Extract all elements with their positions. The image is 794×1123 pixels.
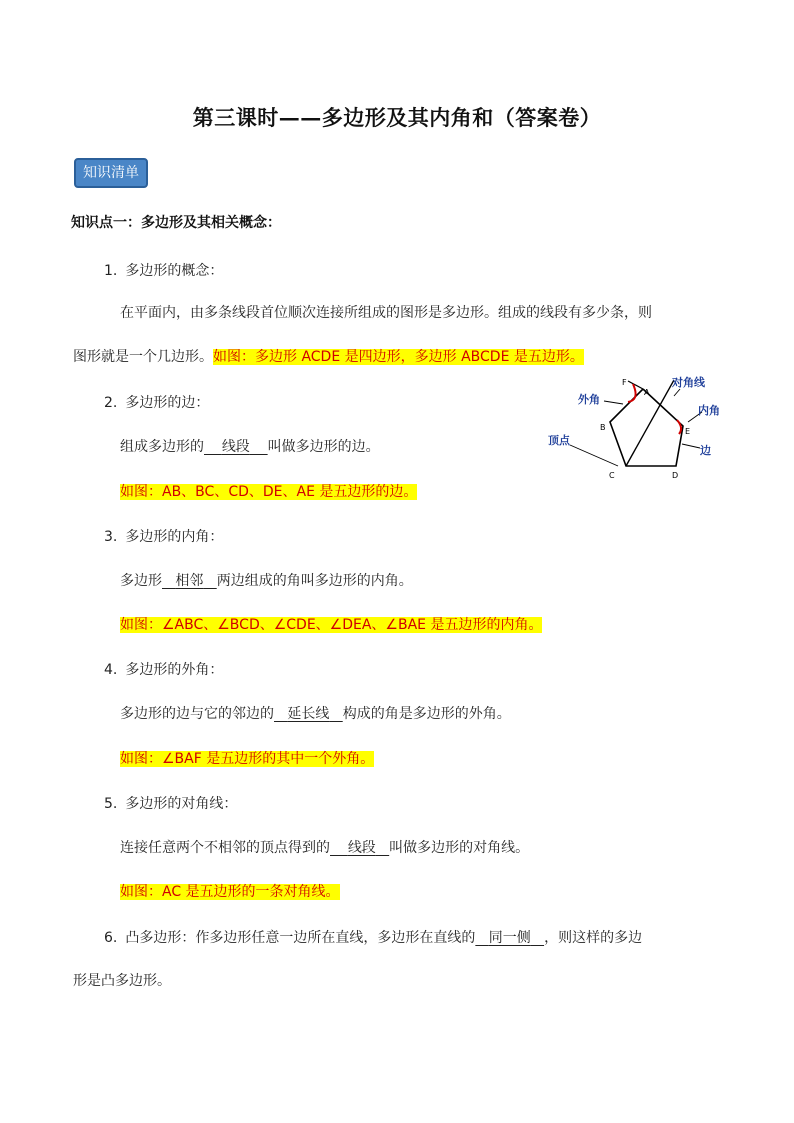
item-heading-text: 多边形的边： bbox=[125, 395, 210, 411]
label-vertex: 顶点 bbox=[548, 434, 570, 447]
item-6-post: ，则这样的多边 bbox=[544, 930, 643, 946]
item-1-heading bbox=[104, 260, 223, 280]
leader-diagonal bbox=[674, 389, 680, 396]
section-tag: 知识清单 bbox=[74, 158, 148, 188]
item-5-heading bbox=[104, 793, 237, 813]
item-5-example bbox=[120, 881, 340, 901]
item-5-definition bbox=[120, 837, 529, 857]
item-number: 1. bbox=[104, 263, 118, 279]
item-1-text-line1: 在平面内，由多条线段首位顺次连接所组成的图形是多边形。组成的线段有多少条，则 bbox=[120, 305, 652, 321]
point-label-d: D bbox=[672, 471, 679, 480]
definition-pre: 多边形 bbox=[120, 573, 162, 589]
item-number: 2. bbox=[104, 395, 118, 411]
item-heading-text: 多边形的外角： bbox=[125, 662, 224, 678]
item-number: 5. bbox=[104, 796, 118, 812]
item-number: 6. bbox=[104, 930, 118, 946]
example-text: 如图：∠ABC、∠BCD、∠CDE、∠DEA、∠BAE 是五边形的内角。 bbox=[120, 617, 543, 633]
item-1-text-line2 bbox=[73, 346, 584, 366]
point-label-f: F bbox=[622, 378, 627, 387]
item-3-definition bbox=[120, 570, 413, 590]
label-diagonal: 对角线 bbox=[672, 376, 705, 389]
definition-post: 叫做多边形的边。 bbox=[267, 439, 380, 455]
item-2-heading bbox=[104, 392, 209, 412]
item-heading-text: 多边形的对角线： bbox=[125, 796, 238, 812]
definition-post: 叫做多边形的对角线。 bbox=[389, 840, 530, 856]
label-side: 边 bbox=[700, 444, 711, 457]
example-text: 如图：AC 是五边形的一条对角线。 bbox=[120, 884, 340, 900]
item-number: 4. bbox=[104, 662, 118, 678]
item-heading-text: 凸多边形：作多边形任意一边所在直线，多边形在直线的 bbox=[125, 930, 476, 946]
point-label-b: B bbox=[600, 423, 606, 432]
answer-blank: 同一侧 bbox=[488, 930, 531, 946]
label-exterior-angle: 外角 bbox=[578, 393, 600, 406]
leader-exterior bbox=[604, 401, 623, 404]
knowledge-point-heading: 知识点一：多边形及其相关概念： bbox=[71, 215, 281, 231]
item-2-definition bbox=[120, 436, 380, 456]
answer-blank: 相邻 bbox=[175, 573, 204, 589]
page-title: 第三课时——多边形及其内角和（答案卷） bbox=[192, 105, 602, 130]
item-3-example bbox=[120, 614, 542, 634]
leader-vertex bbox=[570, 445, 618, 466]
item-4-definition bbox=[120, 703, 511, 723]
item-number: 3. bbox=[104, 529, 118, 545]
point-label-e: E bbox=[685, 427, 691, 436]
item-4-example bbox=[120, 748, 374, 768]
pentagon-outline bbox=[610, 389, 683, 466]
label-interior-angle: 内角 bbox=[698, 404, 720, 417]
interior-angle-arc bbox=[677, 420, 681, 434]
item-heading-text: 多边形的概念： bbox=[125, 263, 224, 279]
item-3-heading bbox=[104, 526, 223, 546]
example-text: 如图：∠BAF 是五边形的其中一个外角。 bbox=[120, 751, 375, 767]
point-label-c: C bbox=[609, 471, 615, 480]
answer-blank: 延长线 bbox=[287, 706, 330, 722]
diagonal-line bbox=[626, 380, 674, 466]
definition-pre: 多边形的边与它的邻边的 bbox=[120, 706, 274, 722]
item-4-heading bbox=[104, 659, 223, 679]
item-heading-text: 多边形的内角： bbox=[125, 529, 224, 545]
item-1-text2: 图形就是一个几边形。 bbox=[73, 349, 213, 365]
example-text: 如图：AB、BC、CD、DE、AE 是五边形的边。 bbox=[120, 484, 418, 500]
point-label-a: A bbox=[644, 388, 650, 397]
definition-post: 构成的角是多边形的外角。 bbox=[342, 706, 511, 722]
definition-pre: 组成多边形的 bbox=[120, 439, 204, 455]
pentagon-figure bbox=[548, 372, 728, 487]
answer-blank: 线段 bbox=[347, 840, 376, 856]
item-2-example bbox=[120, 481, 417, 501]
answer-blank: 线段 bbox=[221, 439, 250, 455]
leader-side bbox=[682, 444, 700, 448]
definition-pre: 连接任意两个不相邻的顶点得到的 bbox=[120, 840, 330, 856]
item-1-example: 如图：多边形 ACDE 是四边形，多边形 ABCDE 是五边形。 bbox=[213, 349, 584, 365]
item-6-line2: 形是凸多边形。 bbox=[73, 973, 171, 989]
definition-post: 两边组成的角叫多边形的内角。 bbox=[216, 573, 413, 589]
item-6-line1 bbox=[104, 927, 642, 947]
